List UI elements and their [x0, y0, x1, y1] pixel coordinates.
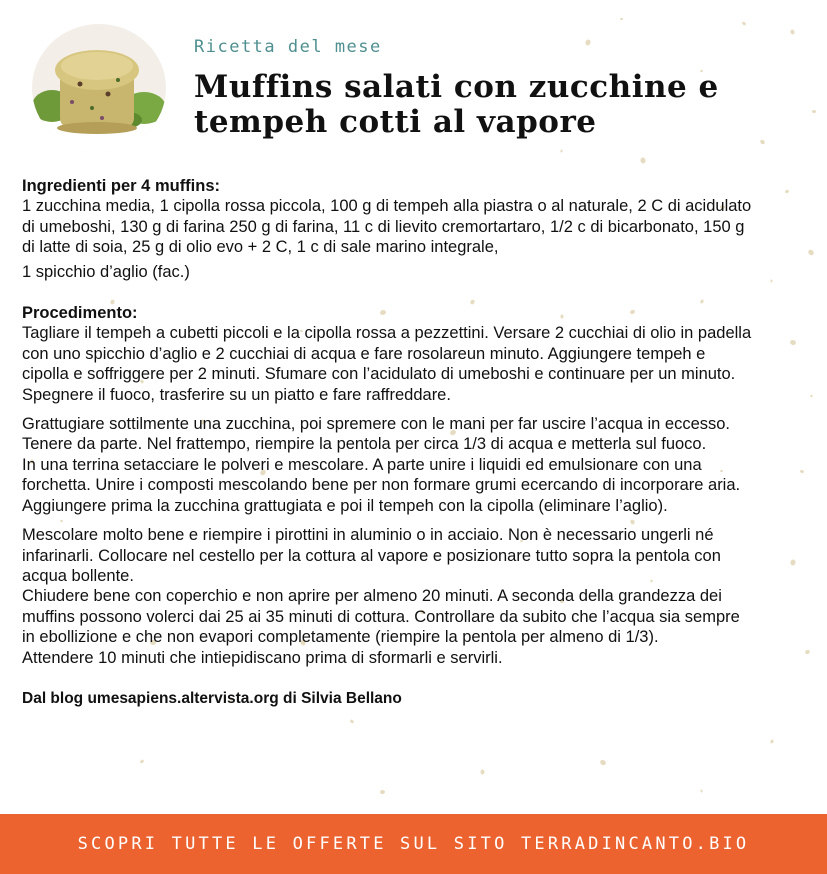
- speckle: [599, 759, 607, 767]
- page-title: [194, 70, 804, 140]
- speckle: [380, 790, 385, 794]
- speckle: [140, 759, 145, 764]
- speckle: [804, 649, 810, 655]
- speckle: [560, 149, 563, 153]
- ingredients-heading: Ingredienti per 4 muffins:: [22, 177, 221, 195]
- footer-cta[interactable]: SCOPRI TUTTE LE OFFERTE SUL SITO TERRADINCANTO.BIO: [77, 834, 750, 854]
- procedure-step: Tagliare il tempeh a cubetti piccoli e la cipolla rossa a pezzettini. Versare 2 cucchiai di olio in padella con uno spicchio d’aglio e 2 cucchiai di acqua e fare rosolareun minuto. Aggiungere tempeh e cipolla e soffriggere per 2 minuti. Sfumare con l’acidulato di umeboshi e continuare per un minuto. Spegnere il fuoco, trasferire su un piatto e fare raffreddare.: [22, 324, 752, 404]
- speckle: [620, 18, 623, 20]
- speckle: [812, 110, 816, 113]
- procedure-heading: Procedimento:: [22, 304, 138, 323]
- speckle: [350, 719, 355, 724]
- title-line-1: Muffins salati con zucchine e: [194, 69, 719, 105]
- speckle: [585, 39, 592, 46]
- speckle: [810, 394, 813, 398]
- speckle: [742, 21, 747, 26]
- procedure-step: In una terrina setacciare le polveri e mescolare. A parte unire i liquidi ed emulsionare con una forchetta. Unire i composti mescolando bene per non formare grumi ecercando di incorporare aria. Aggiungere prima la zucchina grattugiata e poi il tempeh con la cipolla (eliminare l’aglio).: [22, 455, 741, 515]
- speckle: [807, 249, 815, 257]
- procedure-step: Mescolare molto bene e riempire i pirottini in aluminio o in acciaio. Non è necessario ungerli né infarinarli. Collocare nel cestello per la cottura al vapore e posizionare tutto sopra la pentola con acqua bollente.: [22, 526, 721, 585]
- ingredients-tail: 1 spicchio d’aglio (fac.): [22, 262, 190, 281]
- muffin-photo: [32, 24, 166, 152]
- speckle: [640, 157, 646, 164]
- speckle: [770, 739, 774, 744]
- procedure-step: Attendere 10 minuti che intiepidiscano prima di sformarli e servirli.: [22, 648, 503, 667]
- muffin-illustration: [32, 24, 166, 152]
- recipe-body: [22, 176, 752, 709]
- speckle: [770, 279, 772, 282]
- procedure-step: Grattugiare sottilmente una zucchina, poi spremere con le mani per far uscire l’acqua in eccesso. Tenere da parte. Nel frattempo, riempire la pentola per circa 1/3 di acqua e metterla sul fuoco.: [22, 415, 731, 454]
- title-line-2: tempeh cotti al vapore: [194, 104, 597, 140]
- speckle: [790, 559, 796, 566]
- speckle: [785, 189, 790, 193]
- blog-credit: Dal blog umesapiens.altervista.org di Silvia Bellano: [22, 689, 402, 707]
- speckle: [790, 29, 795, 35]
- speckle: [789, 339, 796, 345]
- footer-banner[interactable]: [0, 814, 827, 874]
- recipe-kicker: Ricetta del mese: [194, 37, 382, 57]
- speckle: [700, 789, 703, 792]
- speckle: [800, 469, 805, 473]
- ingredients-list: 1 zucchina media, 1 cipolla rossa piccola, 100 g di tempeh alla piastra o al naturale, 2 C di acidulato di umeboshi, 130 g di farina 250 g di farina, 11 c di lievito cremortartaro, 1/2 c di bicarbonato, 150 g di latte di soia, 25 g di olio evo + 2 C, 1 c di sale marino integrale,: [22, 197, 752, 257]
- procedure-step: Chiudere bene con coperchio e non aprire per almeno 20 minuti. A seconda della grandezza dei muffins possono volerci dai 25 ai 35 minuti di cottura. Controllare da subito che l’acqua sia sempre in ebollizione e che non evapori completamente (riempire la pentola per almeno di 1/3).: [22, 587, 740, 647]
- speckle: [480, 769, 485, 775]
